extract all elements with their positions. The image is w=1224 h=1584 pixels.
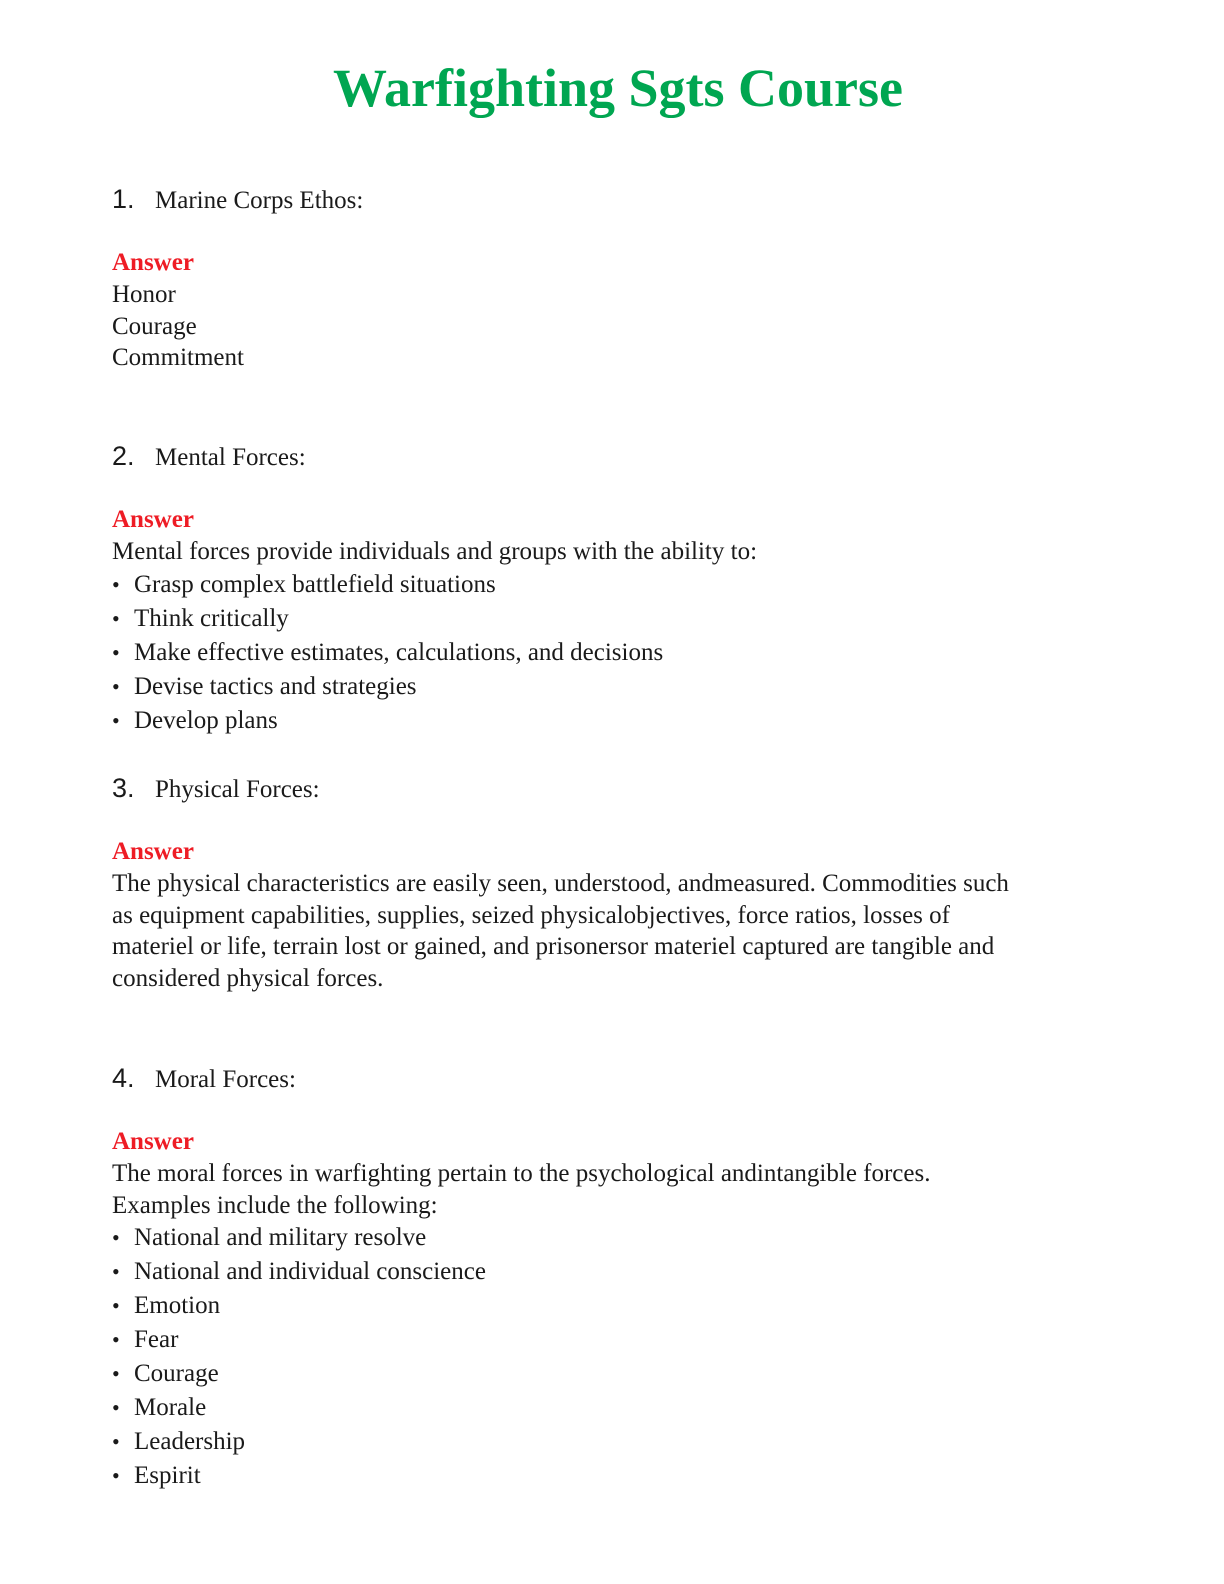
question-3 xyxy=(112,773,320,805)
question-4 xyxy=(112,1063,296,1095)
answer-intro: The moral forces in warfighting pertain to the psychological andintangible forces. xyxy=(112,1159,931,1187)
list-item: • Leadership xyxy=(112,1425,930,1459)
list-item: • National and individual conscience xyxy=(112,1255,930,1289)
answer-label: Answer xyxy=(112,838,194,865)
page-title: Warfighting Sgts Course xyxy=(332,58,904,118)
bullet-list xyxy=(112,1221,930,1493)
bullet-list xyxy=(112,568,757,738)
bullet-icon: • xyxy=(112,1395,120,1421)
list-item: • Grasp complex battlefield situations xyxy=(112,568,757,602)
bullet-icon: • xyxy=(112,639,120,665)
question-number: 2. xyxy=(112,441,135,471)
question-2 xyxy=(112,441,306,473)
question-prompt: Marine Corps Ethos: xyxy=(155,187,364,214)
answer-paragraph-line: as equipment capabilities, supplies, seized physicalobjectives, force ratios, losses of xyxy=(112,901,950,929)
question-prompt: Moral Forces: xyxy=(155,1066,296,1093)
list-item: • Courage xyxy=(112,1357,930,1391)
answer-intro: Mental forces provide individuals and groups with the ability to: xyxy=(112,537,758,565)
bullet-icon: • xyxy=(112,1463,120,1489)
answer-paragraph-line: materiel or life, terrain lost or gained, and prisonersor materiel captured are tangible and xyxy=(112,933,995,961)
list-item: • Emotion xyxy=(112,1289,930,1323)
list-item: • Think critically xyxy=(112,602,757,636)
answer-block-1 xyxy=(112,247,244,374)
answer-line: Honor xyxy=(112,280,176,308)
bullet-icon: • xyxy=(112,605,120,631)
list-item: • Fear xyxy=(112,1323,930,1357)
bullet-icon: • xyxy=(112,1293,120,1319)
bullet-icon: • xyxy=(112,1327,120,1353)
question-1 xyxy=(112,184,363,216)
answer-line: Courage xyxy=(112,312,197,340)
list-item: • National and military resolve xyxy=(112,1221,930,1255)
list-item: • Devise tactics and strategies xyxy=(112,670,757,704)
answer-label: Answer xyxy=(112,506,194,533)
answer-intro: Examples include the following: xyxy=(112,1191,438,1219)
answer-label: Answer xyxy=(112,1128,194,1155)
question-number: 3. xyxy=(112,773,135,803)
bullet-icon: • xyxy=(112,1259,120,1285)
answer-paragraph-line: considered physical forces. xyxy=(112,965,384,993)
bullet-icon: • xyxy=(112,1225,120,1251)
list-item: • Espirit xyxy=(112,1459,930,1493)
bullet-icon: • xyxy=(112,707,120,733)
question-number: 4. xyxy=(112,1063,135,1093)
answer-line: Commitment xyxy=(112,344,244,372)
bullet-icon: • xyxy=(112,1361,120,1387)
list-item: • Make effective estimates, calculations, and decisions xyxy=(112,636,757,670)
answer-block-2 xyxy=(112,504,757,738)
question-number: 1. xyxy=(112,184,135,214)
answer-block-4 xyxy=(112,1126,930,1493)
list-item: • Develop plans xyxy=(112,704,757,738)
answer-paragraph-line: The physical characteristics are easily seen, understood, andmeasured. Commodities such xyxy=(112,869,1009,897)
bullet-icon: • xyxy=(112,1429,120,1455)
list-item: • Morale xyxy=(112,1391,930,1425)
question-prompt: Mental Forces: xyxy=(155,444,306,471)
answer-block-3 xyxy=(112,836,1009,995)
bullet-icon: • xyxy=(112,571,120,597)
question-prompt: Physical Forces: xyxy=(155,776,320,803)
answer-label: Answer xyxy=(112,249,194,276)
bullet-icon: • xyxy=(112,673,120,699)
